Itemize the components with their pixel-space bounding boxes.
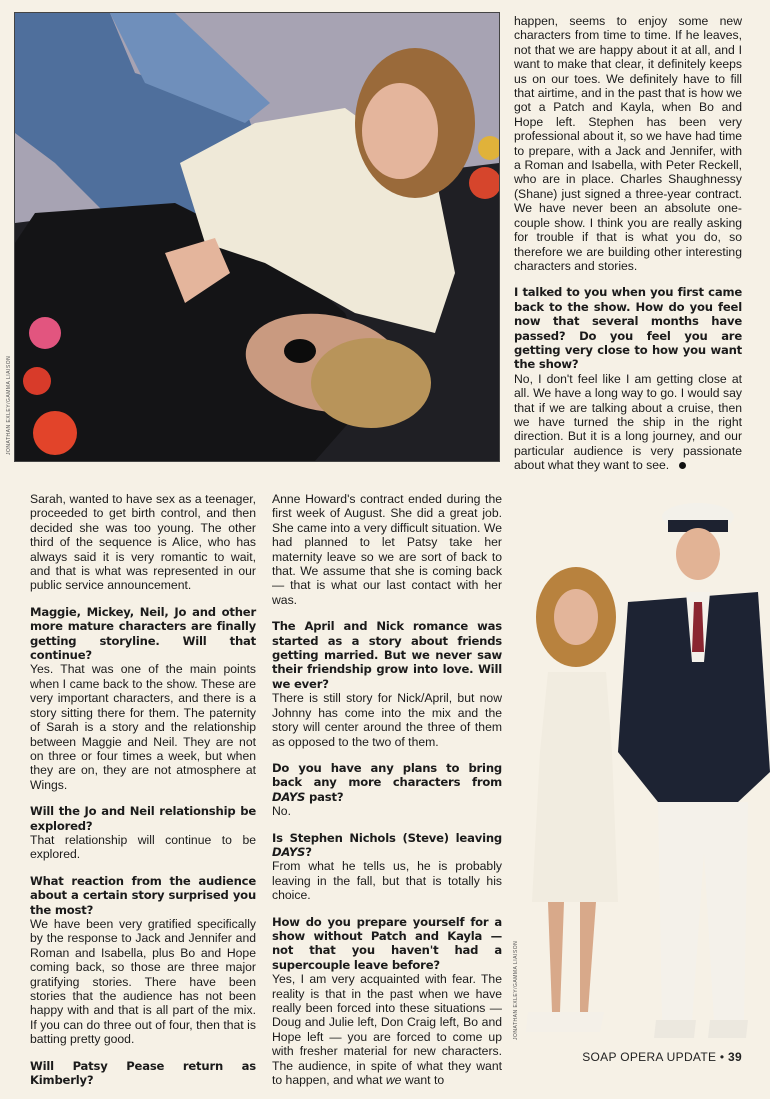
couple-lying-illustration [15,13,499,461]
answer-text: Yes, I am very acquainted with fear. The reality is that in the past when we have really been forced into these situations — Doug and Julie left, Don Craig left, Bo and Hope left — you are forced to come up with fresher material for new characters. The audience, in spite of what they want to happen, and what [272,972,502,1088]
question-italic: DAYS [272,789,306,804]
paragraph: Anne Howard's contract ended during the first week of August. She did a great job. She came into a very difficult situation. We had planned to let Patsy take her maternity leave so we are sort of back to that. We assume that she is coming back — that is what our last contact with her was. [272,492,502,607]
answer-text: want to [401,1073,445,1088]
left-column [30,492,256,1099]
qa-block [30,605,256,792]
qa-block [272,761,502,819]
end-mark-icon [679,462,686,469]
question: Will the Jo and Neil relationship be explored? [30,804,256,833]
couple-lying-photo [14,12,500,462]
question-text: ? [305,844,312,859]
question-text: past? [305,789,344,804]
qa-block [272,831,502,903]
question: Maggie, Mickey, Neil, Jo and other more mature characters are finally getting storyline. Will that continue? [30,604,256,663]
qa-block [30,874,256,1047]
right-column [514,14,742,485]
paragraph: Sarah, wanted to have sex as a teenager, proceeded to get birth control, and then decided she was too young. The other third of the sequence is Alice, who has always said it is very romantic to wait, and that is what was represented in our public service announcement. [30,492,256,593]
qa-block [30,804,256,862]
qa-block [272,619,502,749]
photo-credit-bottom: JONATHAN EXLEY/GAMMA LIAISON [513,940,519,1040]
couple-standing-photo [508,492,770,1054]
question [272,761,502,804]
question: How do you prepare yourself for a show without Patch and Kayla — not that you haven't had a supercouple leave before? [272,914,502,972]
answer-italic: we [385,1073,402,1088]
answer: Yes. That was one of the main points when I came back to the show. These are very important characters, and there is a story sitting there for them. The paternity of Sarah is a story and the relationship between Maggie and Neil. They are not on three or four times a week, but when they are on, they are not atmosphere at Wings. [30,662,256,792]
photo-credit-top: JONATHAN EXLEY/GAMMA LIAISON [6,355,12,455]
question-text: Do you have any plans to bring back any more characters from [272,760,502,790]
answer: There is still story for Nick/April, but now Johnny has come into the mix and the story will center around the three of them as opposed to the two of them. [272,691,502,749]
question [272,831,502,860]
question: The April and Nick romance was started as a story about friends getting married. But we never saw their friendship grow into love. Will we ever? [272,619,502,691]
publication-name: SOAP OPERA UPDATE • [582,1050,725,1064]
question-text: Is Stephen Nichols (Steve) leaving [272,830,502,845]
qa-block [514,285,742,472]
question: What reaction from the audience about a certain story surprised you the most? [30,873,256,917]
answer: No. [272,804,291,819]
question: I talked to you when you first came back to the show. How do you feel now that several months have passed? Do you feel you are getting very close to how you want the show? [514,285,742,372]
couple-standing-illustration [508,492,770,1054]
qa-block [272,915,502,1088]
page-number: 39 [728,1050,742,1064]
page-footer [582,1050,742,1064]
middle-column [272,492,502,1099]
paragraph: happen, seems to enjoy some new characters from time to time. If he leaves, not that we are happy about it at all, and I want to make that clear, it definitely keeps us on our toes. We definitely have to fill that airtime, and in the past that is how we got a Patch and Kayla, when Bo and Hope left. Stephen has been very professional about it, so we have had time to prepare, with a Jack and Jennifer, with a Roman and Isabella, with Peter Reckell, who are in place. Charles Shaughnessy (Shane) just signed a three-year contract. We have never been an absolute one-couple show. I think you are really asking for trouble if that is what you do, so therefore we are building other interesting characters and stories. [514,14,742,273]
answer: That relationship will continue to be explored. [30,832,256,862]
answer: No, I don't feel like I am getting close at all. We have a long way to go. I would say that if we are talking about a cruise, then we have turned the ship in the right direction. But it is a long journey, and our particular audience is very passionate about what they want to see. [514,371,742,473]
question-italic: DAYS [272,844,306,859]
answer: From what he tells us, he is probably leaving in the fall, but that is totally his choice. [272,859,502,903]
qa-block [30,1059,256,1088]
question: Will Patsy Pease return as Kimberly? [30,1058,256,1088]
answer: We have been very gratified specifically by the response to Jack and Jennifer and Roman and Isabella, plus Bo and Hope coming back, so those are three major gratifying stories. There have been stories that the audience has not been happy with and that is all part of the mix. If you can do three out of four, then that is batting pretty good. [30,916,256,1047]
answer [272,972,502,1087]
